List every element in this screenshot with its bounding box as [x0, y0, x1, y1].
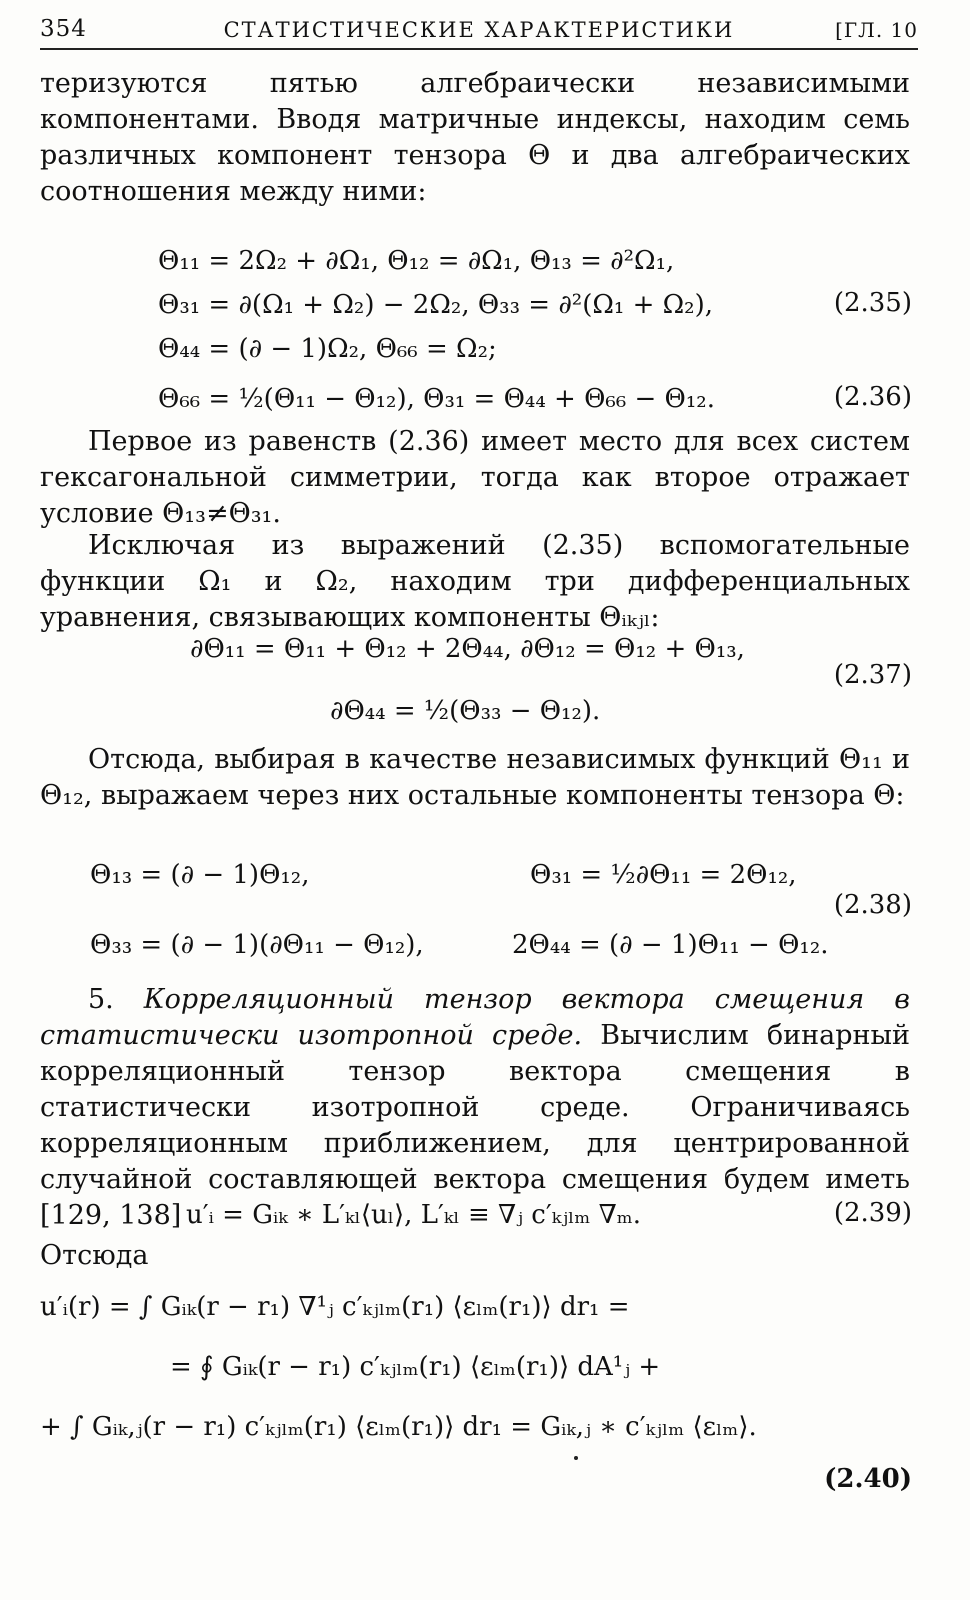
equation-2-40-line-2: = ∮ Gᵢₖ(r − r₁) c′ₖⱼₗₘ(r₁) ⟨εₗₘ(r₁)⟩ dA¹ⱼ +: [170, 1352, 661, 1382]
equation-2-38-line-1b: Θ₃₁ = ½∂Θ₁₁ = 2Θ₁₂,: [530, 860, 797, 890]
equation-2-40-line-1: u′ᵢ(r) = ∫ Gᵢₖ(r − r₁) ∇¹ⱼ c′ₖⱼₗₘ(r₁) ⟨εₗₘ(r₁)⟩ dr₁ =: [40, 1292, 630, 1322]
section-title: Корреляционный тензор вектора смещения в статистически изотропной среде.: [40, 984, 910, 1051]
equation-number-2-35: (2.35): [833, 288, 912, 318]
paragraph-hexagonal: Первое из равенств (2.36) имеет место для всех систем гексагональной симметрии, тогда как второе отражает условие Θ₁₃≠Θ₃₁.: [40, 426, 910, 529]
equation-number-2-36: (2.36): [833, 382, 912, 412]
running-title: СТАТИСТИЧЕСКИЕ ХАРАКТЕРИСТИКИ: [223, 18, 735, 42]
running-header: [40, 10, 918, 50]
paragraph-excluding: Исключая из выражений (2.35) вспомогательные функции Ω₁ и Ω₂, находим три дифференциальных уравнения, связывающих компоненты Θᵢₖⱼₗ:: [40, 530, 910, 633]
paragraph-choosing: Отсюда, выбирая в качестве независимых функций Θ₁₁ и Θ₁₂, выражаем через них остальные компоненты тензора Θ:: [40, 744, 910, 811]
equation-2-38-line-2a: Θ₃₃ = (∂ − 1)(∂Θ₁₁ − Θ₁₂),: [90, 930, 424, 960]
section-body: Вычислим бинарный корреляционный тензор вектора смещения в статистически изотропной среде. Ограничиваясь корреляционным приближением, для центрированной случайной составляющей вектора смещения будем иметь [129, 138]: [40, 1020, 910, 1231]
equation-number-2-39: (2.39): [833, 1198, 912, 1228]
paragraph-intro: теризуются пятью алгебраически независимыми компонентами. Вводя матричные индексы, находим семь различных компонент тензора Θ и два алгебраических соотношения между ними:: [40, 68, 910, 207]
equation-2-36: Θ₆₆ = ½(Θ₁₁ − Θ₁₂), Θ₃₁ = Θ₄₄ + Θ₆₆ − Θ₁₂.: [158, 384, 715, 414]
chapter-marker: [ГЛ. 10: [835, 18, 918, 42]
paragraph-section-5: [40, 982, 910, 1234]
equation-2-39: u′ᵢ = Gᵢₖ ∗ L′ₖₗ⟨uₗ⟩, L′ₖₗ ≡ ∇ⱼ c′ₖⱼₗₘ ∇ₘ.: [186, 1200, 641, 1230]
equation-2-37-line-2: ∂Θ₄₄ = ½(Θ₃₃ − Θ₁₂).: [330, 696, 601, 726]
equation-number-2-38: (2.38): [833, 890, 912, 920]
equation-2-35-line-3: Θ₄₄ = (∂ − 1)Ω₂, Θ₆₆ = Ω₂;: [158, 334, 497, 364]
section-number: 5.: [88, 984, 114, 1015]
equation-2-40-line-3: + ∫ Gᵢₖ,ⱼ(r − r₁) c′ₖⱼₗₘ(r₁) ⟨εₗₘ(r₁)⟩ dr₁ = Gᵢₖ,ⱼ ∗ c′ₖⱼₗₘ ⟨εₗₘ⟩.: [40, 1412, 757, 1442]
equation-2-38-line-1a: Θ₁₃ = (∂ − 1)Θ₁₂,: [90, 860, 310, 890]
equation-2-38-line-2b: 2Θ₄₄ = (∂ − 1)Θ₁₁ − Θ₁₂.: [512, 930, 829, 960]
page-number: 354: [40, 16, 87, 42]
stray-dot-mark: [574, 1456, 578, 1460]
equation-2-37-line-1: ∂Θ₁₁ = Θ₁₁ + Θ₁₂ + 2Θ₄₄, ∂Θ₁₂ = Θ₁₂ + Θ₁₃,: [190, 634, 745, 664]
equation-2-35-line-1: Θ₁₁ = 2Ω₂ + ∂Ω₁, Θ₁₂ = ∂Ω₁, Θ₁₃ = ∂²Ω₁,: [158, 246, 675, 276]
equation-number-2-40: (2.40): [824, 1464, 912, 1494]
label-otsyuda: Отсюда: [40, 1240, 149, 1271]
equation-2-35-line-2: Θ₃₁ = ∂(Ω₁ + Ω₂) − 2Ω₂, Θ₃₃ = ∂²(Ω₁ + Ω₂),: [158, 290, 714, 320]
equation-number-2-37: (2.37): [833, 660, 912, 690]
